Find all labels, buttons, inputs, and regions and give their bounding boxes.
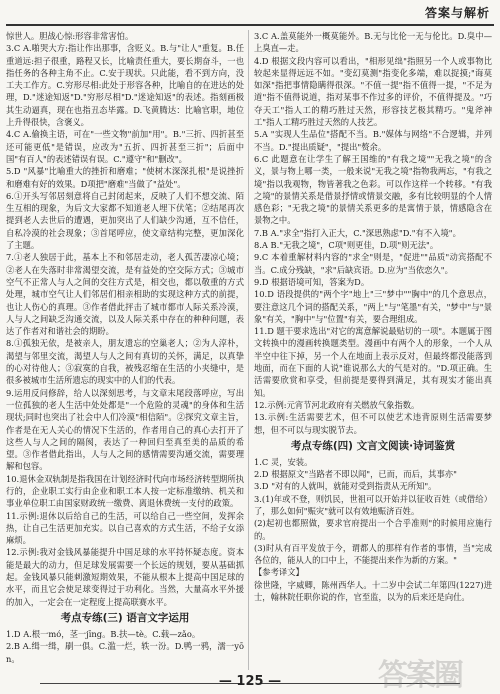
answer-paragraph: (3)时从有百平发放于今，谓都人的那样有作者的事情，当"完成各位的，能从人的口中上，不能提出来作为新的方案。" xyxy=(254,542,492,566)
answer-paragraph: 13.示例:生活需要艺术，但不可以使艺术违背原则生活需要梦想，但不可以与现实脱节去。 xyxy=(254,412,492,435)
answer-paragraph: 9.D 根据语境可知，答案为D。 xyxy=(254,276,370,287)
answer-paragraph: 惊世人。胆战心惊:形容非常害怕。 xyxy=(6,31,134,41)
header-rule xyxy=(6,24,494,26)
answer-paragraph: 5.A "实现人生品位"搭配不当。B."媒体与网络"不合逻辑，并列不当。D."提出质疑"，"提出"赘余。 xyxy=(254,129,492,152)
answer-paragraph: 6.①开头写邻居刻意将自己封闭起来，反映了人们不想交流、陌生互相的现象，为后文大家都不知道老人埋下伏笔；②结尾再次提到老人去世后的遭遇，更加突出了人们缺少沟通，互不信任，自私冷漠的社会现象；③首尾呼应，使文章结构完整，更加深化了主题。 xyxy=(6,190,244,251)
answer-paragraph: 1.C 灵，安装。 xyxy=(254,456,313,467)
watermark-logo: 答案圈 xyxy=(378,658,462,693)
answer-paragraph: 2.D 根据原文"当路者不即以闻"，已而，而后，其事亦" xyxy=(254,469,457,480)
section-title: 考点专练(三) 语言文字运用 xyxy=(60,611,190,624)
answer-paragraph: 10.D 语段提供的"两个字"地上"三"梦中""胸中"的几个意思点，要注意这几个词的搭配关系，"两上"与"笔墨"有关，"梦中"与"景象"有关，"胸中"与"位置"有关，要合理组成。 xyxy=(254,289,492,324)
answer-paragraph: 6.C 此题意在让学生了解王国维的"有我之境""无我之境"的含义，景与物上哪一类，一般来说"无我之境"指物我两忘，"有我之境"指以我观物，物皆著我之色彩。可以作这样一个转移。"有我之境"的景情关系是借景抒情或情景交融，多有比较明显的个人情感色彩；"无我之境"的景情关系更多的是寓情于景，情感隐含在景物之中。 xyxy=(254,153,492,226)
right-column xyxy=(254,30,492,603)
answer-paragraph: 12.示例:元宵节河北政府有关燃放气象指数。 xyxy=(254,399,420,410)
answer-paragraph: 5.D "风暴"比喻重大的挫折和磨难；"使树木深深扎根"是说挫折和磨难有好的效果。D项把"磨难"当做了"益处"。 xyxy=(6,166,244,189)
page-number-value: 125 xyxy=(236,674,264,689)
answer-paragraph: 1.D A.根一mó，茎一jīng。B.扶—tè。C.载—zǎo。 xyxy=(6,628,201,639)
column-divider xyxy=(248,30,249,670)
answer-paragraph: 7.B A."求全"指打入正大，C."深思熟虑"D."有不入境"。 xyxy=(254,227,461,238)
answer-paragraph: 9.运用反问修辞，给人以深刻思考，与文章末尾段落呼应，写出一位孤独的老人生活中处处都是"一个危险的灵魂"的身体和生活现状;同时也突出了社会中人们冷漠"相信陌"。②探究文章主旨，作者是在无人关心的情况下生活的，作者用自己的真心去打开了这些人与人之间的隔阂，表达了一种回归至真至美的品质的希望。③作者借此指出，人与人之间的感情需要沟通交流，需要理解和包容。 xyxy=(6,387,244,472)
page-number: — 125 — xyxy=(218,674,282,689)
answer-paragraph: 8.A B."无我之境"，C项"则更佳，D.项"则无法"。 xyxy=(254,240,439,251)
answer-paragraph: 【参考译文】 xyxy=(254,567,304,578)
answer-paragraph: 3.(1)年或不登，则饥民，世祖可以开始并以征收百姓（或借给）了，那么如何"赈灾"就可以有效地赈济百姓。 xyxy=(254,493,492,516)
answer-paragraph: 8.①孤独无依，是被亲人，朋友遗忘的空巢老人；②为人淳朴，渴望与邻里交流，渴望人与人之间有真切的关怀，满足，以真挚的心对待他人；③寂寞的自我，被残忍缩在生活的小夹缝中，是很多被城市生活所遗忘的现实中的人们的代表。 xyxy=(6,338,244,386)
answer-paragraph: 10.退休金双轨制是指我国在计划经济时代向市场经济转型期所执行的，企业职工实行由企业和职工本人按一定标准缴纳、机关和事业单位职工由国家财政统一缴费、离退休费统一支付的政策。 xyxy=(6,473,244,509)
answer-paragraph: 3.C A.啪哭大方:指让作出那事，含贬义。B.与"让人"重复。B.任重道远:担子很重，路程又长，比喻责任重大，要长期奋斗，一也指任务的各种主角不止。C.安于现状。只此能，看不到方向，没工夫工作方。C.穷形尽相:此处于形容各种，比喻自的在进达的处理，D."迷途知返"D."穷形尽相"D."迷途知返"的表述。指刻画极其生动逼真，现在也指丑态毕露。D.飞黄腾达：比喻官职，地位上升得很快，含褒义。 xyxy=(6,43,244,128)
answer-paragraph: 9.C 本着重解材料内容的"求全"则是，"促进""品质"动宾搭配不当。C.成分残缺，"求"后缺宾语。D.应为"当依恋久"。 xyxy=(254,252,492,275)
answer-paragraph: 3.D "对有的人就叫，就能对受到指责从无所知"。 xyxy=(254,481,437,492)
answer-paragraph: 7.①老人独居于此，基本上不和邻居走动，老人孤苦凄凉心境；②老人在失落时非常渴望交流，是有益处的空交际方式；③城市空气不正常人与人之间的交往方式是，相交也，都以敬重的方式处理，城市空气让人们邻居们相亲相助的实现这种方式的前提，也让人伤心的真理。③作者借此抨击了城市都市人际关系冷漠，人与人之间缺乏沟通交流，以及人际关系中存在的种种问题，表达了作者对和谐社会的期盼。 xyxy=(6,252,244,337)
answer-paragraph: 11.示例:退休以后给自己的生活，可以给自己一些空间，发挥余热，让自己生活更加充实。以自己喜欢的方式生活，不给子女添麻烦。 xyxy=(6,510,244,546)
answer-paragraph: 12.示例:我对金钱风暴能提升中国足球的水平持怀疑态度。资本能是最大的动力，但足球发展需要一个长远的规划，要从基础抓起。金钱风暴只能刺激短期效果，不能从根本上提高中国足球的水平，而且它会使足球变得过于功利化。当然，大量高水平外援的加入，一定会在一定程度上提高联赛水平。 xyxy=(6,547,244,607)
section-title: 考点专练(四) 文言文阅读·诗词鉴赏 xyxy=(290,439,456,452)
answer-paragraph: 4.D 根据文段内容可以看出，"相形见绌"指照另一个人或事物比较起来显得远远不如。"变幻莫测"指变化多端，难以捉摸;"诲莫如深"指把事情隐瞒得很深。"不值一提"指不值得一提，"不足为道"指不值得说道，指对某事不作过多的评价，不值得提及。"巧夺天工"指人工的精巧胜过天然，形容技艺极其精巧。"鬼斧神工"指人工精巧胜过天然的人技艺。 xyxy=(254,55,492,128)
header xyxy=(0,0,500,26)
answer-paragraph: 4.C A.偷换主语，可在"一些文物"前加"用"。B."三折、四折甚至还可能更低"是错误，应改为"五折、四折甚至三折"；后面中国"有百人"的表述错误有误。C."遵守"和"删改"。 xyxy=(6,129,244,164)
answer-paragraph: 11.D 题干要求选出"对它的寓意解说最贴切的一项"。本题属于图文转换中的漫画转换题类型。漫画中有两个人的形象，一个人从半空中往下掉，另一个人在地面上表示反对，但最终都没能落到地面，而在下面的人说"谁说那么大的气是对的。"D.项正确。生活需要欣赏和享受，但前提是要得到满足，其有现实才能出真知。 xyxy=(254,326,492,398)
header-title: 答案与解析 xyxy=(424,6,490,20)
left-column xyxy=(6,30,244,665)
answer-paragraph: 徐世隆，字威卿，陈州西华人。十二岁中会试二年第四(1227)进士，翰林院任职你说的作，官至监，以为的后来还是向仕。 xyxy=(254,579,492,603)
answer-paragraph: 2.B A.缉一缉，刷一俱。C.滥一烂，轶一汾。D.鸭一鸦，濡一yōn。 xyxy=(6,641,244,664)
answer-paragraph: (2)起初也都照做，要求官府提出一个合乎准则"的时候用应施行的。 xyxy=(254,518,492,541)
answer-paragraph: 3.C A.盖莫能外一概莫能外。B.无与比伦一无与伦比。D.臭中—上臭直—走。 xyxy=(254,31,492,54)
